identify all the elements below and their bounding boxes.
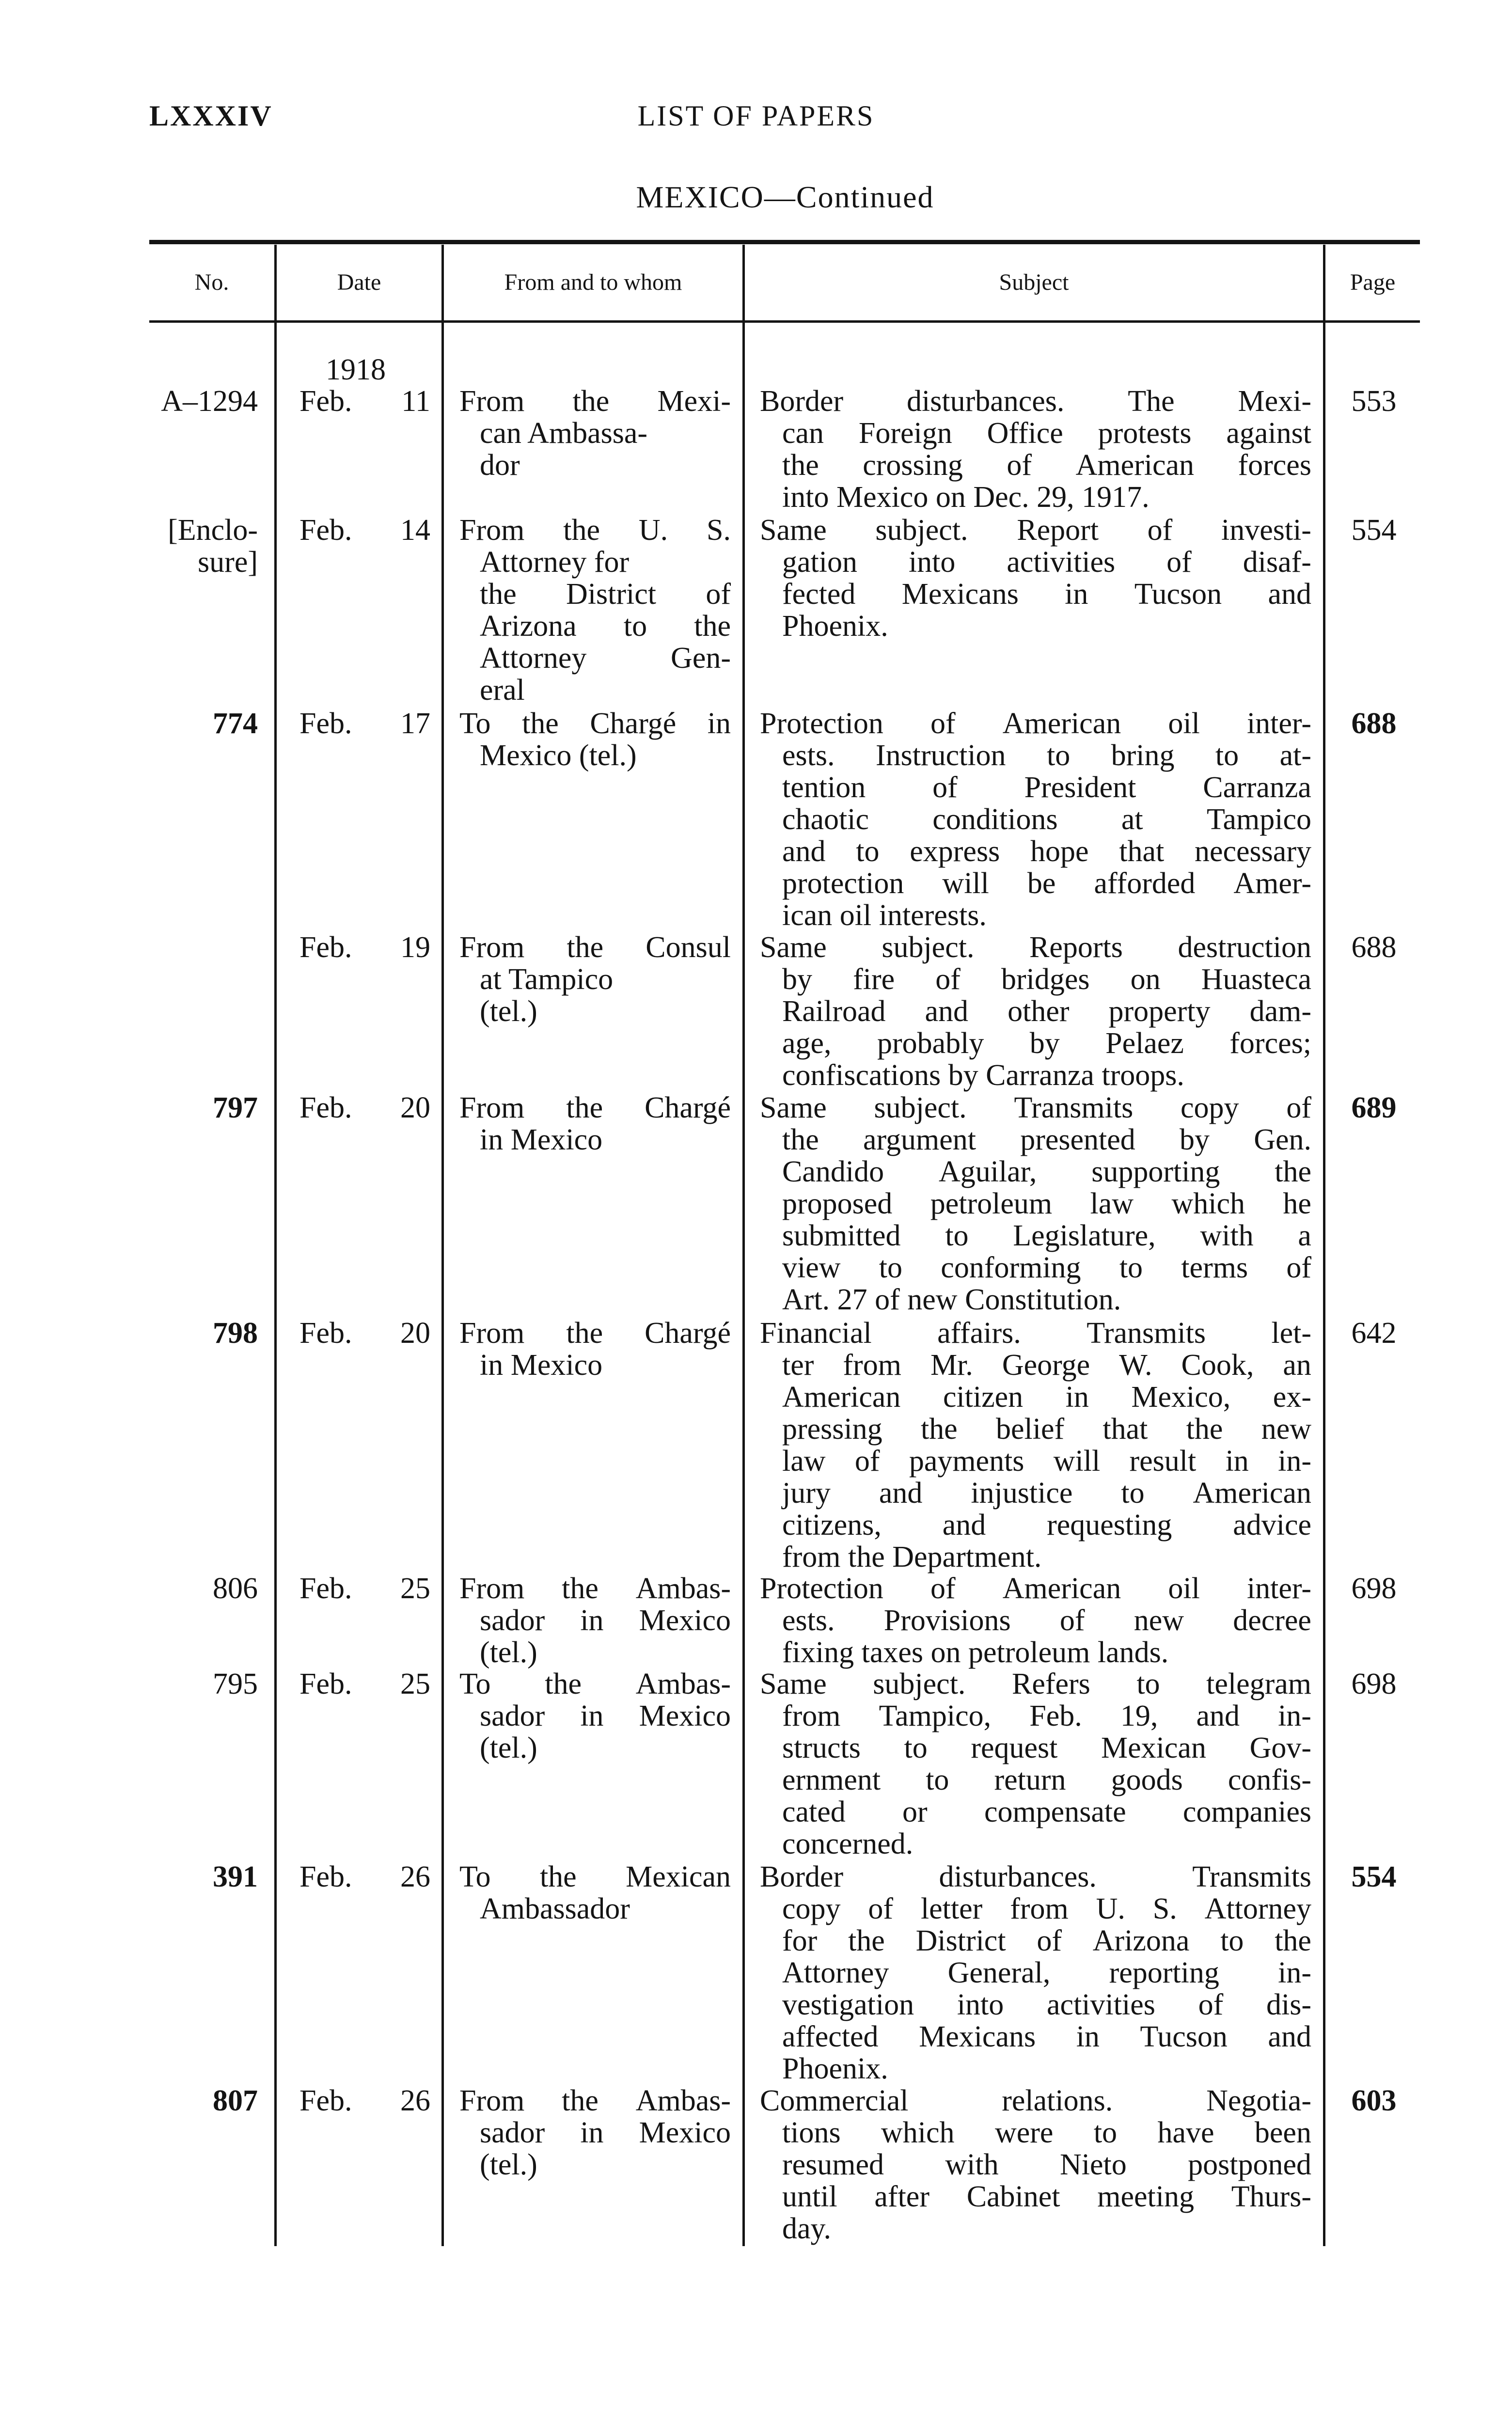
- from-to-line: From the Mexi-: [459, 385, 731, 418]
- page-reference: 554: [1351, 1860, 1397, 1893]
- subject-line: Protection of American oil inter-: [760, 707, 1311, 740]
- from-to-line: From the Ambas-: [459, 2084, 731, 2117]
- page-reference: 688: [1351, 707, 1397, 740]
- table-header-rule: [149, 320, 1420, 323]
- subject-line: Border disturbances. The Mexi-: [760, 385, 1311, 418]
- paper-number: 807: [213, 2084, 258, 2117]
- subject-line: view to conforming to terms of: [782, 1251, 1311, 1284]
- subject-line: until after Cabinet meeting Thurs-: [782, 2180, 1311, 2213]
- subject-line: from Tampico, Feb. 19, and in-: [782, 1699, 1311, 1732]
- from-to-line: Mexico (tel.): [480, 739, 637, 772]
- page-reference: 553: [1351, 385, 1397, 418]
- subject-line: from the Department.: [782, 1541, 1042, 1573]
- running-title: LIST OF PAPERS: [637, 100, 875, 132]
- subject-line: ernment to return goods confis-: [782, 1763, 1311, 1796]
- page-reference: 698: [1351, 1668, 1397, 1700]
- from-to-line: (tel.): [480, 2148, 537, 2181]
- from-to-line: To the Chargé in: [459, 707, 731, 740]
- subject-line: Same subject. Report of investi-: [760, 514, 1311, 547]
- subject-line: fected Mexicans in Tucson and: [782, 578, 1311, 611]
- subject-line: American citizen in Mexico, ex-: [782, 1381, 1311, 1414]
- subject-line: gation into activities of disaf-: [782, 546, 1311, 579]
- subject-line: Protection of American oil inter-: [760, 1572, 1311, 1605]
- subject-line: Same subject. Reports destruction: [760, 931, 1311, 964]
- column-header-date: Date: [337, 269, 381, 295]
- from-to-line: dor: [480, 449, 520, 482]
- subject-line: chaotic conditions at Tampico: [782, 803, 1311, 836]
- from-to-line: From the Chargé: [459, 1317, 731, 1350]
- subject-line: vestigation into activities of dis-: [782, 1988, 1311, 2021]
- column-header-no: No.: [194, 269, 229, 295]
- from-to-line: (tel.): [480, 1636, 537, 1669]
- from-to-line: Ambassador: [480, 1892, 630, 1925]
- subject-line: Art. 27 of new Constitution.: [782, 1283, 1121, 1316]
- paper-number: [Enclo-: [168, 514, 258, 547]
- from-to-line: To the Ambas-: [459, 1668, 731, 1700]
- subject-line: Commercial relations. Negotia-: [760, 2084, 1311, 2117]
- subject-line: structs to request Mexican Gov-: [782, 1731, 1311, 1764]
- subject-line: ter from Mr. George W. Cook, an: [782, 1349, 1311, 1382]
- subject-line: cated or compensate companies: [782, 1795, 1311, 1828]
- column-header-from-to: From and to whom: [504, 269, 682, 295]
- paper-number: A–1294: [161, 385, 258, 418]
- from-to-line: eral: [480, 674, 525, 707]
- subject-line: fixing taxes on petroleum lands.: [782, 1636, 1169, 1669]
- paper-date: Feb. 25: [299, 1572, 430, 1605]
- paper-number: 798: [213, 1317, 258, 1350]
- column-header-page: Page: [1350, 269, 1396, 295]
- paper-number: 795: [213, 1668, 258, 1700]
- paper-number: 806: [213, 1572, 258, 1605]
- subject-line: resumed with Nieto postponed: [782, 2148, 1311, 2181]
- subject-line: proposed petroleum law which he: [782, 1187, 1311, 1220]
- subject-line: concerned.: [782, 1827, 914, 1860]
- subject-line: into Mexico on Dec. 29, 1917.: [782, 481, 1150, 514]
- paper-date: Feb. 20: [299, 1091, 430, 1124]
- paper-date: Feb. 11: [299, 385, 430, 418]
- paper-date: Feb. 25: [299, 1668, 430, 1700]
- subject-line: for the District of Arizona to the: [782, 1924, 1311, 1957]
- subject-line: tions which were to have been: [782, 2116, 1311, 2149]
- page-reference: 689: [1351, 1091, 1397, 1124]
- page-reference: 698: [1351, 1572, 1397, 1605]
- paper-number: 391: [213, 1860, 258, 1893]
- subject-line: submitted to Legislature, with a: [782, 1219, 1311, 1252]
- subject-line: can Foreign Office protests against: [782, 417, 1311, 450]
- from-to-line: From the Ambas-: [459, 1572, 731, 1605]
- section-heading: MEXICO—Continued: [636, 180, 934, 214]
- from-to-line: in Mexico: [480, 1123, 603, 1156]
- page-reference: 642: [1351, 1317, 1397, 1350]
- paper-number: 797: [213, 1091, 258, 1124]
- paper-date: Feb. 20: [299, 1317, 430, 1350]
- subject-line: law of payments will result in in-: [782, 1445, 1311, 1478]
- subject-line: Border disturbances. Transmits: [760, 1860, 1311, 1893]
- subject-line: by fire of bridges on Huasteca: [782, 963, 1311, 996]
- page-reference: 554: [1351, 514, 1397, 547]
- subject-line: ests. Instruction to bring to at-: [782, 739, 1311, 772]
- subject-line: confiscations by Carranza troops.: [782, 1059, 1184, 1092]
- page-reference: 688: [1351, 931, 1397, 964]
- subject-line: Railroad and other property dam-: [782, 995, 1311, 1028]
- paper-date: Feb. 19: [299, 931, 430, 964]
- subject-line: day.: [782, 2212, 831, 2245]
- subject-line: and to express hope that necessary: [782, 835, 1311, 868]
- column-header-subject: Subject: [999, 269, 1069, 295]
- from-to-line: Attorney for: [480, 546, 630, 579]
- subject-line: Phoenix.: [782, 2052, 888, 2085]
- subject-line: the argument presented by Gen.: [782, 1123, 1311, 1156]
- subject-line: tention of President Carranza: [782, 771, 1311, 804]
- subject-line: Phoenix.: [782, 610, 888, 643]
- subject-line: affected Mexicans in Tucson and: [782, 2020, 1311, 2053]
- paper-number: sure]: [198, 546, 258, 579]
- subject-line: ests. Provisions of new decree: [782, 1604, 1311, 1637]
- subject-line: citizens, and requesting advice: [782, 1509, 1311, 1542]
- from-to-line: Arizona to the: [480, 610, 731, 643]
- table-top-rule: [149, 240, 1420, 244]
- from-to-line: the District of: [480, 578, 731, 611]
- subject-line: age, probably by Pelaez forces;: [782, 1027, 1311, 1060]
- paper-date: Feb. 14: [299, 514, 430, 547]
- from-to-line: at Tampico: [480, 963, 614, 996]
- from-to-line: sador in Mexico: [480, 2116, 731, 2149]
- from-to-line: can Ambassa-: [480, 417, 648, 450]
- from-to-line: From the Chargé: [459, 1091, 731, 1124]
- from-to-line: in Mexico: [480, 1349, 603, 1382]
- subject-line: Attorney General, reporting in-: [782, 1956, 1311, 1989]
- column-divider: [1323, 245, 1325, 2246]
- from-to-line: sador in Mexico: [480, 1604, 731, 1637]
- year-label: 1918: [326, 353, 386, 386]
- subject-line: protection will be afforded Amer-: [782, 867, 1311, 900]
- subject-line: jury and injustice to American: [782, 1477, 1311, 1510]
- from-to-line: From the Consul: [459, 931, 731, 964]
- from-to-line: To the Mexican: [459, 1860, 731, 1893]
- column-divider: [742, 245, 745, 2246]
- paper-date: Feb. 17: [299, 707, 430, 740]
- column-divider: [274, 245, 277, 2246]
- subject-line: Financial affairs. Transmits let-: [760, 1317, 1311, 1350]
- from-to-line: From the U. S.: [459, 514, 731, 547]
- page-reference: 603: [1351, 2084, 1397, 2117]
- from-to-line: (tel.): [480, 1731, 537, 1764]
- column-divider: [441, 245, 444, 2246]
- subject-line: copy of letter from U. S. Attorney: [782, 1892, 1311, 1925]
- from-to-line: (tel.): [480, 995, 537, 1028]
- subject-line: ican oil interests.: [782, 899, 987, 932]
- subject-line: Same subject. Refers to telegram: [760, 1668, 1311, 1700]
- subject-line: Same subject. Transmits copy of: [760, 1091, 1311, 1124]
- subject-line: the crossing of American forces: [782, 449, 1311, 482]
- paper-date: Feb. 26: [299, 1860, 430, 1893]
- from-to-line: sador in Mexico: [480, 1699, 731, 1732]
- paper-date: Feb. 26: [299, 2084, 430, 2117]
- page-number: LXXXIV: [149, 100, 273, 132]
- paper-number: 774: [213, 707, 258, 740]
- subject-line: Candido Aguilar, supporting the: [782, 1155, 1311, 1188]
- subject-line: pressing the belief that the new: [782, 1413, 1311, 1446]
- from-to-line: Attorney Gen-: [480, 642, 731, 675]
